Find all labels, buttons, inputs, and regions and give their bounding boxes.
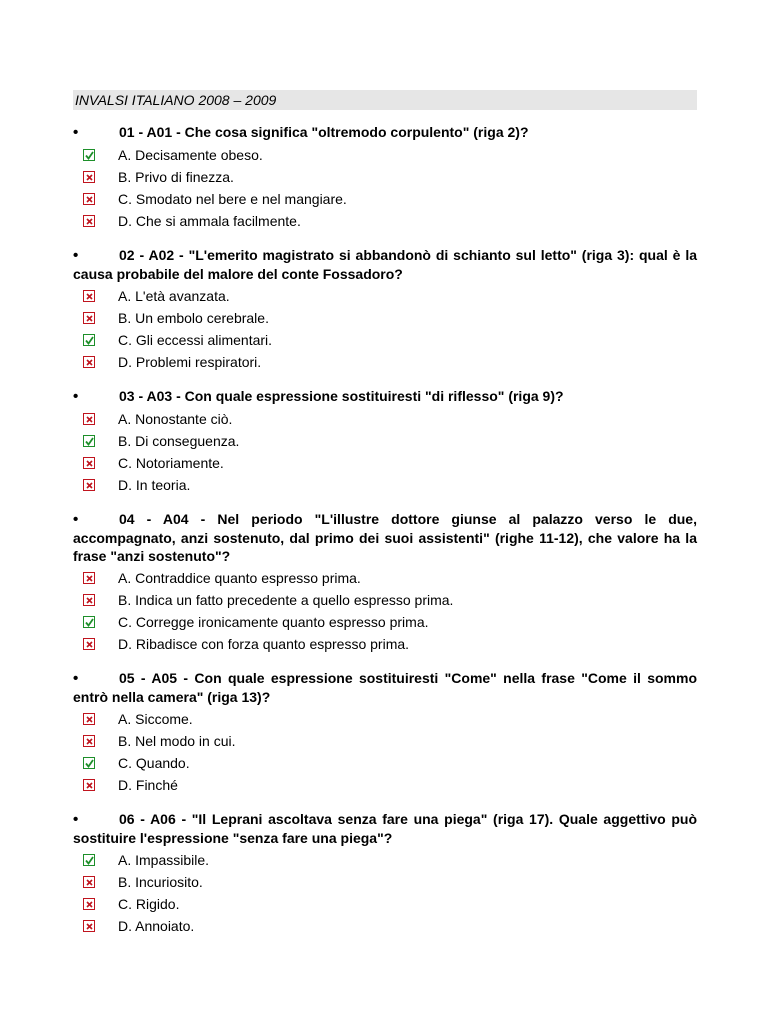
answer-option (73, 188, 697, 210)
question-text (73, 669, 697, 706)
answer-option (73, 893, 697, 915)
header-title: INVALSI ITALIANO 2008 – 2009 (75, 92, 277, 108)
answer-option (73, 166, 697, 188)
cross-icon (83, 215, 95, 227)
question-label: 04 - A04 - Nel periodo "L'illustre dottore giunse al palazzo verso le due, accompagnato, anzi sostenuto, dal primo dei suoi assistenti" (righe 11-12), che valore ha la frase "anzi sostenuto"? (73, 511, 697, 564)
cross-icon (83, 876, 95, 888)
option-label: A. Nonostante ciò. (118, 411, 233, 427)
answer-option (73, 285, 697, 307)
bullet-icon: • (73, 247, 79, 264)
bullet-icon: • (73, 124, 79, 141)
question (73, 669, 697, 796)
answer-option (73, 774, 697, 796)
answer-option (73, 915, 697, 937)
document-page (73, 90, 697, 951)
option-label: A. Siccome. (118, 711, 193, 727)
option-label: A. Decisamente obeso. (118, 147, 263, 163)
answer-option (73, 430, 697, 452)
cross-icon (83, 779, 95, 791)
cross-icon (83, 572, 95, 584)
answer-option (73, 633, 697, 655)
answer-option (73, 708, 697, 730)
cross-icon (83, 898, 95, 910)
checkmark-icon (83, 334, 95, 346)
option-label: B. Incuriosito. (118, 874, 203, 890)
cross-icon (83, 920, 95, 932)
bullet-icon: • (73, 811, 79, 828)
option-label: A. Contraddice quanto espresso prima. (118, 570, 361, 586)
option-label: D. Finché (118, 777, 178, 793)
answer-option (73, 752, 697, 774)
question-text (73, 123, 697, 142)
question-list (73, 123, 697, 937)
question-label: 05 - A05 - Con quale espressione sostituiresti "Come" nella frase "Come il sommo entrò nella camera" (riga 13)? (73, 670, 697, 705)
cross-icon (83, 594, 95, 606)
question (73, 387, 697, 496)
cross-icon (83, 193, 95, 205)
bullet-icon: • (73, 670, 79, 687)
cross-icon (83, 479, 95, 491)
question (73, 810, 697, 937)
answer-option (73, 567, 697, 589)
question (73, 123, 697, 232)
option-label: C. Smodato nel bere e nel mangiare. (118, 191, 347, 207)
option-label: C. Gli eccessi alimentari. (118, 332, 273, 348)
option-label: C. Corregge ironicamente quanto espresso prima. (118, 614, 429, 630)
answer-option (73, 589, 697, 611)
question-label: 02 - A02 - "L'emerito magistrato si abbandonò di schianto sul letto" (riga 3): qual è la causa probabile del malore del conte Fossadoro? (73, 247, 697, 282)
checkmark-icon (83, 854, 95, 866)
question-text (73, 510, 697, 565)
answer-option (73, 849, 697, 871)
bullet-icon: • (73, 388, 79, 405)
option-label: B. Di conseguenza. (118, 433, 240, 449)
option-label: D. Che si ammala facilmente. (118, 213, 301, 229)
option-label: B. Indica un fatto precedente a quello espresso prima. (118, 592, 454, 608)
option-label: D. In teoria. (118, 477, 191, 493)
bullet-icon: • (73, 511, 79, 528)
question-text (73, 246, 697, 283)
cross-icon (83, 638, 95, 650)
question (73, 510, 697, 655)
checkmark-icon (83, 616, 95, 628)
checkmark-icon (83, 757, 95, 769)
option-label: A. L'età avanzata. (118, 288, 230, 304)
cross-icon (83, 290, 95, 302)
question (73, 246, 697, 373)
question-text (73, 810, 697, 847)
answer-option (73, 474, 697, 496)
answer-option (73, 730, 697, 752)
answer-option (73, 452, 697, 474)
answer-option (73, 871, 697, 893)
question-text (73, 387, 697, 406)
option-label: C. Quando. (118, 755, 190, 771)
cross-icon (83, 356, 95, 368)
question-label: 01 - A01 - Che cosa significa "oltremodo corpulento" (riga 2)? (119, 124, 529, 140)
checkmark-icon (83, 435, 95, 447)
cross-icon (83, 735, 95, 747)
cross-icon (83, 312, 95, 324)
option-label: C. Notoriamente. (118, 455, 224, 471)
answer-option (73, 307, 697, 329)
answer-option (73, 329, 697, 351)
answer-option (73, 351, 697, 373)
answer-option (73, 408, 697, 430)
cross-icon (83, 413, 95, 425)
option-label: B. Un embolo cerebrale. (118, 310, 269, 326)
question-label: 06 - A06 - "Il Leprani ascoltava senza fare una piega" (riga 17). Quale aggettivo può sostituire l'espressione "senza fare una piega"? (73, 811, 697, 846)
option-label: D. Ribadisce con forza quanto espresso prima. (118, 636, 410, 652)
answer-option (73, 210, 697, 232)
answer-option (73, 144, 697, 166)
question-label: 03 - A03 - Con quale espressione sostituiresti "di riflesso" (riga 9)? (119, 388, 564, 404)
cross-icon (83, 457, 95, 469)
option-label: D. Problemi respiratori. (118, 354, 262, 370)
cross-icon (83, 171, 95, 183)
checkmark-icon (83, 149, 95, 161)
answer-option (73, 611, 697, 633)
cross-icon (83, 713, 95, 725)
option-label: D. Annoiato. (118, 918, 195, 934)
option-label: A. Impassibile. (118, 852, 210, 868)
page-header (73, 90, 697, 110)
option-label: B. Nel modo in cui. (118, 733, 236, 749)
option-label: B. Privo di finezza. (118, 169, 234, 185)
option-label: C. Rigido. (118, 896, 180, 912)
